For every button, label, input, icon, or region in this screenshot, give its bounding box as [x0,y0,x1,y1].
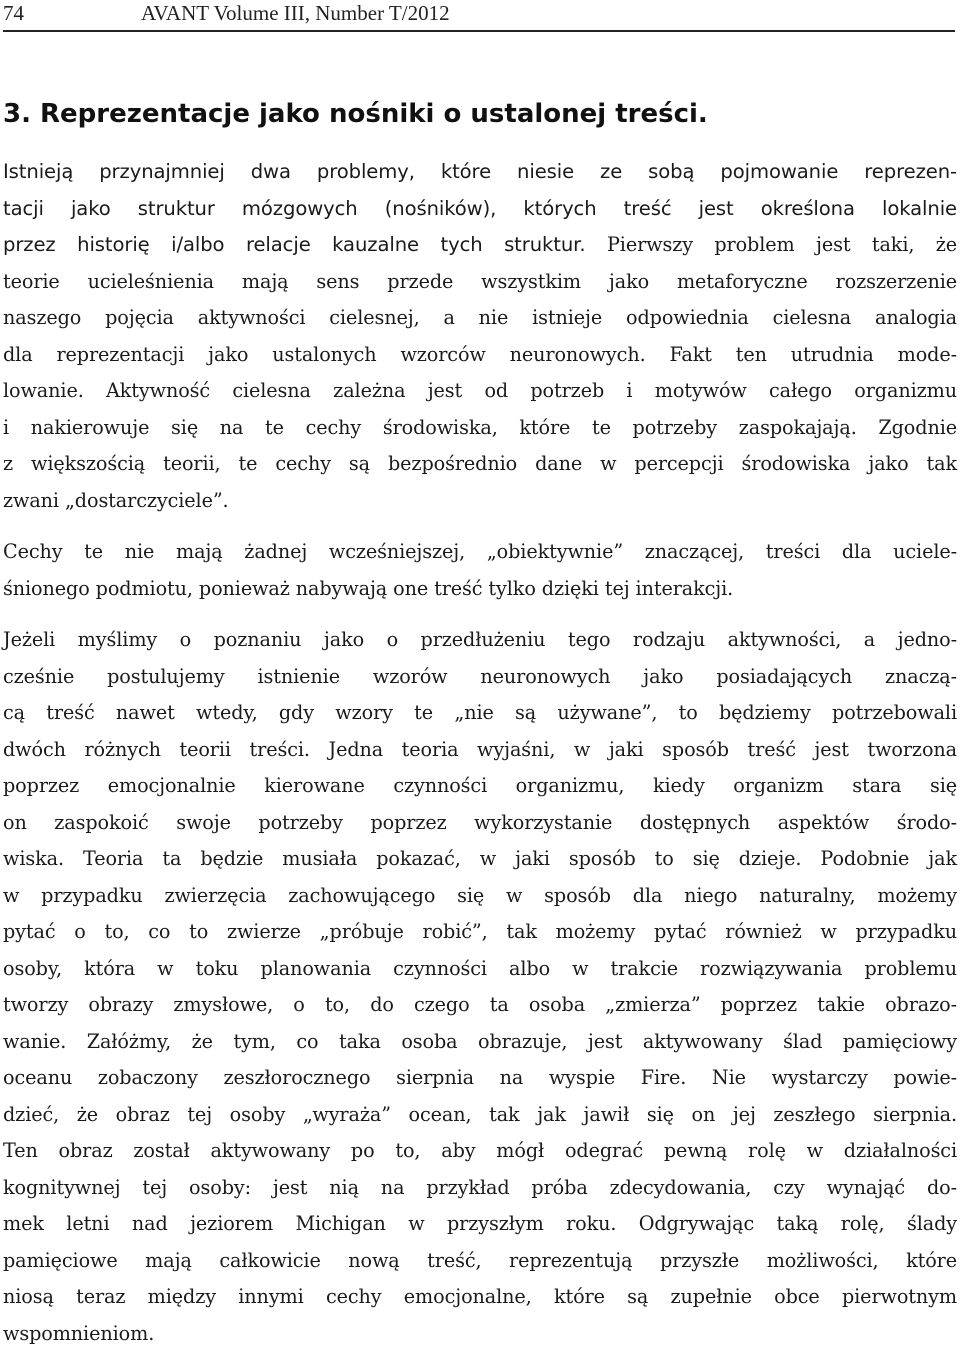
text-line [3,1097,957,1134]
text-run: z większością teorii, te cechy są bezpośrednio dane w percepcji środowiska jako tak [3,452,957,475]
text-line [3,768,957,805]
text-run: cześnie postulujemy istnienie wzorów neuronowych jako posiadających znaczą- [3,665,957,688]
text-run: tacji jako struktur mózgowych (nośników), których treść jest określona lokalnie [3,197,957,220]
paragraph [3,154,957,519]
text-line [3,300,957,337]
text-run: Cechy te nie mają żadnej wcześniejszej, „obiektywnie” znaczącej, treści dla uciele- [3,540,957,563]
text-line [3,987,957,1024]
text-line [3,571,957,608]
text-line [3,732,957,769]
text-run: oceanu zobaczony zeszłorocznego sierpnia na wyspie Fire. Nie wystarczy powie- [3,1066,957,1089]
body-text [3,154,957,1352]
text-line [3,534,957,571]
text-line [3,1170,957,1207]
text-run: wspomnieniom. [3,1322,154,1345]
text-run: kognitywnej tej osoby: jest nią na przykład próba zdecydowania, czy wynająć do- [3,1176,957,1199]
text-run: osoby, która w toku planowania czynności albo w trakcie rozwiązywania problemu [3,957,957,980]
text-run: lowanie. Aktywność cielesna zależna jest od potrzeb i motywów całego organizmu [3,379,957,402]
text-run: dzieć, że obraz tej osoby „wyraża” ocean, tak jak jawił się on jej zeszłego sierpnia. [3,1103,957,1126]
text-line [3,227,957,264]
text-run: dwóch różnych teorii treści. Jedna teoria wyjaśni, w jaki sposób treść jest tworzona [3,738,957,761]
page-number: 74 [3,0,24,26]
text-line [3,659,957,696]
text-line [3,191,957,228]
text-line [3,154,957,191]
section-title: 3. Reprezentacje jako nośniki o ustalonej treści. [3,98,708,130]
text-run: wanie. Załóżmy, że tym, co taka osoba obrazuje, jest aktywowany ślad pamięciowy [3,1030,957,1053]
text-line [3,1060,957,1097]
text-run: dla reprezentacji jako ustalonych wzorców neuronowych. Fakt ten utrudnia mode- [3,343,957,366]
text-line [3,1024,957,1061]
text-run: Jeżeli myślimy o poznaniu jako o przedłużeniu tego rodzaju aktywności, a jedno- [3,628,957,651]
text-run: niosą teraz między innymi cechy emocjonalne, które są zupełnie obce pierwotnym [3,1285,957,1308]
text-run: pytać o to, co to zwierze „próbuje robić”, tak możemy pytać również w przypadku [3,920,957,943]
running-header [3,0,955,32]
text-line [3,446,957,483]
text-line [3,483,957,520]
text-run: w przypadku zwierzęcia zachowującego się w sposób dla niego naturalny, możemy [3,884,957,907]
text-line [3,410,957,447]
text-line [3,841,957,878]
text-run: wiska. Teoria ta będzie musiała pokazać, w jaki sposób to się dzieje. Podobnie jak [3,847,957,870]
text-line [3,1206,957,1243]
text-run: Pierwszy problem jest taki, że [607,233,957,256]
text-line [3,951,957,988]
text-run: poprzez emocjonalnie kierowane czynności organizmu, kiedy organizm stara się [3,774,957,797]
paragraph [3,534,957,607]
text-run: mek letni nad jeziorem Michigan w przyszłym roku. Odgrywając taką rolę, ślady [3,1212,957,1235]
text-run: on zaspokoić swoje potrzeby poprzez wykorzystanie dostępnych aspektów środo- [3,811,957,834]
text-run: teorie ucieleśnienia mają sens przede wszystkim jako metaforyczne rozszerzenie [3,270,957,293]
text-run: i nakierowuje się na te cechy środowiska, które te potrzeby zaspokajają. Zgodnie [3,416,957,439]
text-run: cą treść nawet wtedy, gdy wzory te „nie są używane”, to będziemy potrzebowali [3,701,957,724]
paragraph [3,622,957,1352]
text-line [3,1279,957,1316]
text-line [3,805,957,842]
text-run: przez historię i/albo relacje kauzalne tych struktur. [3,233,607,256]
text-line [3,878,957,915]
text-line [3,264,957,301]
text-run: naszego pojęcia aktywności cielesnej, a nie istnieje odpowiednia cielesna analogia [3,306,957,329]
text-run: Istnieją przynajmniej dwa problemy, które niesie ze sobą pojmowanie reprezen- [3,160,957,183]
journal-info: AVANT Volume III, Number T/2012 [141,0,450,26]
text-line [3,695,957,732]
text-run: tworzy obrazy zmysłowe, o to, do czego ta osoba „zmierza” poprzez takie obrazo- [3,993,957,1016]
text-line [3,1243,957,1280]
text-line [3,622,957,659]
text-run: pamięciowe mają całkowicie nową treść, reprezentują przyszłe możliwości, które [3,1249,957,1272]
text-run: Ten obraz został aktywowany po to, aby mógł odegrać pewną rolę w działalności [3,1139,957,1162]
text-line [3,1133,957,1170]
text-run: śnionego podmiotu, ponieważ nabywają one treść tylko dzięki tej interakcji. [3,577,733,600]
text-line [3,373,957,410]
text-line [3,1316,957,1352]
text-run: zwani „dostarczyciele”. [3,489,229,512]
text-line [3,914,957,951]
text-line [3,337,957,374]
